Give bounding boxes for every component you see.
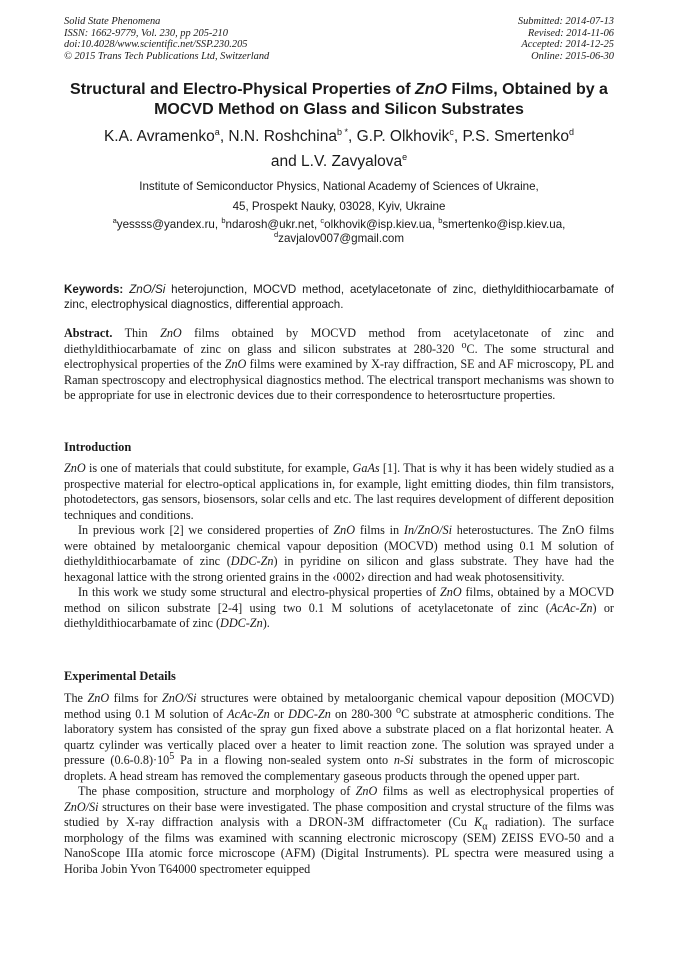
affiliation: Institute of Semiconductor Physics, National Academy of Sciences of Ukraine, 45, Prospekt Nauky, 03028, Kyiv, Ukraine xyxy=(139,180,539,213)
paper-title: Structural and Electro-Physical Properties of ZnO Films, Obtained by a MOCVD Method on Glass and Silicon Substrates xyxy=(70,81,608,118)
journal-name: Solid State Phenomena xyxy=(64,16,161,27)
keywords: Keywords: ZnO/Si heterojunction, MOCVD method, acetylacetonate of zinc, diethyldithiocarbamate of zinc, electrophysical diagnostics, differential approach. xyxy=(64,283,614,311)
section-heading-experimental: Experimental Details xyxy=(64,669,176,683)
date-online: Online: 2015-06-30 xyxy=(531,50,614,62)
section-heading-introduction: Introduction xyxy=(64,440,132,454)
email-link[interactable]: yessss@yandex.ru, xyxy=(116,218,222,231)
paragraph: The ZnO films for ZnO/Si structures were obtained by metaloorganic chemical vapour deposition (MOCVD) method using 0.1 M solution of AcAc-Zn or DDC-Zn on 280-300 $^o$C substrate at atmospheric conditions. The laboratory system has consisted of the spray gun fixed above a substrate placed on a flat horizontal heater. A quartz cylinder was vertically placed over a heater to limit reaction zone. The solution was sprayed under a pressure $(0.6-0.8)\cdot 10^5$ Pa in a flowing non-sealed system onto n-Si substrates in the form of microscopic droplets. A head stream has removed the complementary gaseous products through the opened upper part. xyxy=(64,691,615,783)
author-line-2: and L.V. Zavyalova$^e$ xyxy=(270,151,408,170)
author-line-1: K.A. Avramenko$^a$, N.N. Roshchina$^{b *}$, G.P. Olkhovik$^c$, P.S. Smertenko$^d$ xyxy=(103,126,575,145)
date-revised: Revised: 2014-11-06 xyxy=(527,27,614,39)
paragraph: In previous work [2] we considered properties of ZnO films in In/ZnO/Si heterostuctures. The ZnO films were obtained by metaloorganic chemical vapour deposition (MOCVD) method using 0.1 M solution of diethyldithiocarbamate of zinc (DDC-Zn) in pyridine on silicon and glass substrate. They have had the hexagonal lattice with the strong oriented grains in the ‹0002› direction and had weak photosensitivity. xyxy=(64,523,614,584)
paragraph: In this work we study some structural and electro-physical properties of ZnO films, obtained by a MOCVD method on silicon substrate [2-4] using two 0.1 M solutions of acetylacetonate of zinc (AcAc-Zn) or diethyldithiocarbamate of zinc (DDC-Zn). xyxy=(64,585,614,630)
date-accepted: Accepted: 2014-12-25 xyxy=(521,39,614,51)
journal-doi: doi:10.4028/www.scientific.net/SSP.230.205 xyxy=(64,39,248,51)
abstract: Abstract. Thin ZnO films obtained by MOCVD method from acetylacetonate of zinc and diethyldithiocarbamate of zinc on glass and silicon substrates at 280-320 $^o$C. The some structural and electrophysical properties of the ZnO films were examined by X-ray diffraction, SE and AF microscopy, PL and Raman spectroscopy and electrophysical diagnostics method. The electrical transport mechanisms was shown to be appropriate for use in electronic devices due to their correspondence to heterosrtucture properties. xyxy=(64,326,614,402)
email-link[interactable]: olkhovik@isp.kiev.ua, xyxy=(324,218,439,231)
introduction-text xyxy=(64,461,614,632)
email-list: $^a$yessss@yandex.ru, $^b$ndarosh@ukr.net, $^c$olkhovik@isp.kiev.ua, $^b$smertenko@isp.kiev.ua, $^d$zavjalov007@gmail.com xyxy=(112,216,566,245)
publication-dates xyxy=(518,16,614,62)
journal-copyright: © 2015 Trans Tech Publications Ltd, Switzerland xyxy=(64,50,270,62)
email-link[interactable]: smertenko@isp.kiev.ua, xyxy=(442,218,566,231)
paragraph: ZnO is one of materials that could substitute, for example, GaAs [1]. That is why it has been widely studied as a prospective material for electro-optical applications in, for example, light emitting diodes, thin film transistors, photodetectors, gas sensors, biosensors, solar cells and etc. The last requires development of different deposition techniques and conditions. xyxy=(64,461,614,522)
author-list xyxy=(40,124,638,174)
journal-info xyxy=(64,16,269,62)
experimental-text xyxy=(64,691,614,877)
journal-issn: ISSN: 1662-9779, Vol. 230, pp 205-210 xyxy=(64,27,228,39)
email-link[interactable]: ndarosh@ukr.net, xyxy=(225,218,321,231)
paragraph: The phase composition, structure and morphology of ZnO films as well as electrophysical properties of ZnO/Si structures on their base were investigated. The phase composition and crystal structure of the films was studied by X-ray diffraction analysis with a DRON-3M diffractometer (Cu $K_\alpha$ radiation). The surface morphology of the films was examined with scanning electronic microscopy (SEM) ZEISS EVO-50 and a NanoScope IIIa atomic force microscope (AFM) (Digital Instruments). PL spectra were measured using a Horiba Jobin Yvon T64000 spectrometer equipped xyxy=(64,784,614,876)
date-submitted: Submitted: 2014-07-13 xyxy=(517,16,614,27)
email-link[interactable]: zavjalov007@gmail.com xyxy=(278,231,404,245)
